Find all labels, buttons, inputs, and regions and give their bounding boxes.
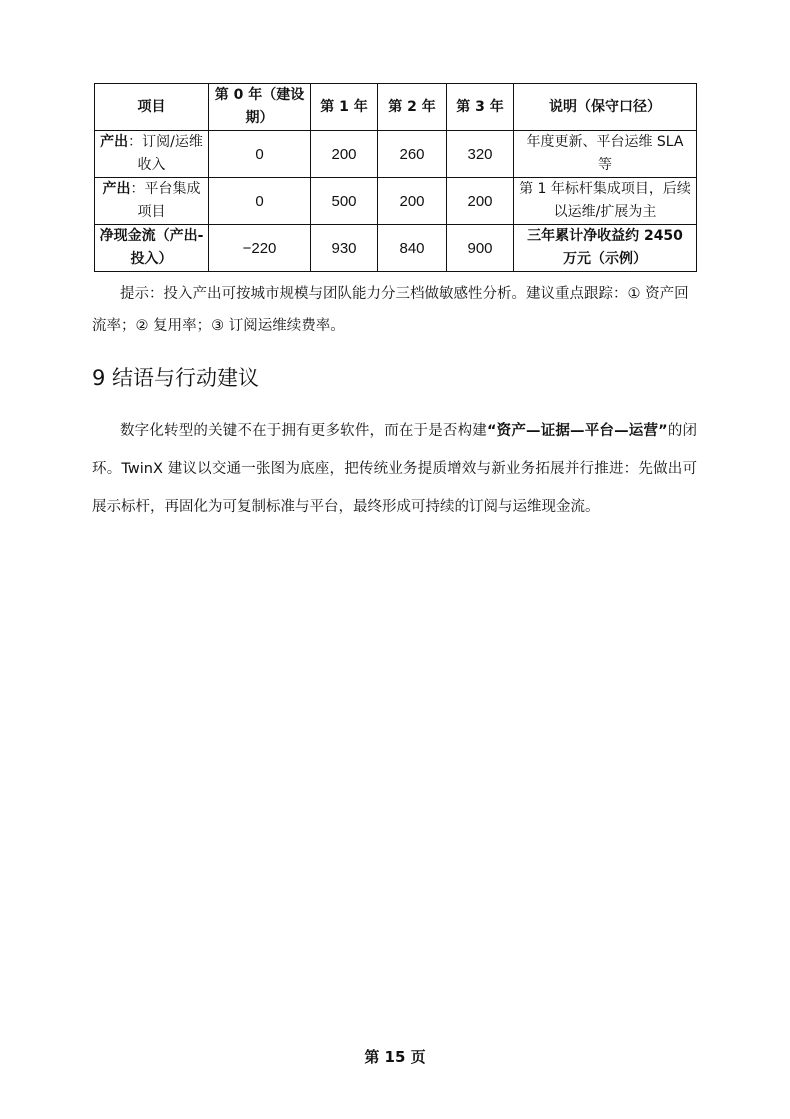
page-number: 第 15 页 — [364, 1048, 426, 1066]
cell-y0: −220 — [209, 225, 311, 272]
header-year-2: 第 2 年 — [378, 84, 447, 131]
cell-y2: 200 — [378, 178, 447, 225]
cell-y1: 200 — [311, 131, 378, 178]
row-item: 净现金流（产出-投入） — [95, 225, 209, 272]
table-row — [95, 178, 697, 225]
row-item: 产出：订阅/运维收入 — [95, 131, 209, 178]
paragraph-text-after: 的闭环。TwinX 建议以交通一张图为底座，把传统业务提质增效与新业务拓展并行推进：先做出可展示标杆，再固化为可复制标准与平台，最终形成可持续的订阅与运维现金流。 — [92, 423, 698, 515]
table-header-row — [95, 84, 697, 131]
table-row — [95, 225, 697, 272]
cell-y1: 500 — [311, 178, 378, 225]
investment-output-table — [94, 83, 697, 272]
header-note: 说明（保守口径） — [514, 84, 697, 131]
conclusion-paragraph — [92, 412, 697, 526]
paragraph-emphasis: “资产—证据—平台—运营” — [486, 423, 668, 439]
cell-y0: 0 — [209, 131, 311, 178]
header-item: 项目 — [95, 84, 209, 131]
header-year-1: 第 1 年 — [311, 84, 378, 131]
cell-y1: 930 — [311, 225, 378, 272]
cell-y3: 200 — [447, 178, 514, 225]
row-item: 产出：平台集成项目 — [95, 178, 209, 225]
header-year-3: 第 3 年 — [447, 84, 514, 131]
cell-y0: 0 — [209, 178, 311, 225]
paragraph-text-before: 数字化转型的关键不在于拥有更多软件，而在于是否构建 — [120, 423, 487, 439]
cell-note: 第 1 年标杆集成项目，后续以运维/扩展为主 — [514, 178, 697, 225]
section-title: 9 结语与行动建议 — [92, 366, 260, 390]
cell-y2: 840 — [378, 225, 447, 272]
cell-y3: 320 — [447, 131, 514, 178]
header-year-0: 第 0 年（建设期） — [209, 84, 311, 131]
cell-note: 三年累计净收益约 2450 万元（示例） — [514, 225, 697, 272]
table-hint: 提示：投入产出可按城市规模与团队能力分三档做敏感性分析。建议重点跟踪：① 资产回流率；② 复用率；③ 订阅运维续费率。 — [92, 286, 689, 334]
cell-y2: 260 — [378, 131, 447, 178]
cell-note: 年度更新、平台运维 SLA 等 — [514, 131, 697, 178]
table-row — [95, 131, 697, 178]
cell-y3: 900 — [447, 225, 514, 272]
